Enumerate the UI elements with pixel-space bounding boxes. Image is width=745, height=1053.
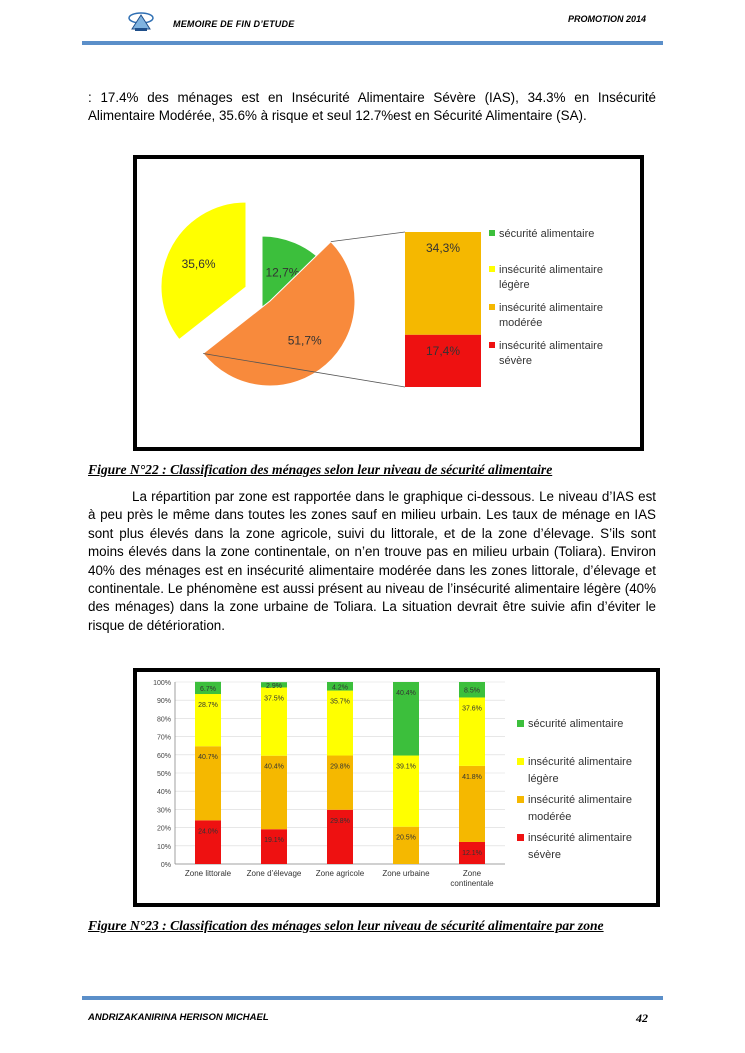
y-tick-label: 40% [156,789,171,797]
legend-swatch-insecurite-alimentaire-moderee [489,304,495,310]
legend-label-insecurite-alimentaire-moderee: insécurité alimentaire modérée [499,302,603,329]
paragraph-2: La répartition par zone est rapportée dans le graphique ci-dessous. Le niveau d’IAS est à peu près le même dans toutes les zones sauf en milieu urbain. Les taux de ménage en IAS sont plus élevés dans la zone agricole, suivi du littorale, et de la zone d’élevage. S’ils sont moins élevés dans la zone continentale, on n’en trouve pas en milieu urbain (Toliara). Environ 40% des ménages est en insécurité alimentaire modérée dans les zones littorale, d’élevage et continentale. Le phénomène est aussi présent au niveau de l’insécurité alimentaire légère (40% des ménages) dans la zone urbaine de Toliara. La situation devrait être suivie afin d’éviter le risque de détérioration. [88,489,656,633]
breakdown-label-insecurite-alimentaire-moderee: 34,3% [425,241,461,255]
legend-swatch-insecurite-alimentaire-severe [517,834,524,841]
legend-label-insecurite-alimentaire-legere: insécurité alimentaire légère [528,756,632,785]
legend-label-securite-alimentaire: sécurité alimentaire [528,718,624,730]
bar-segment-insecurite-alimentaire-moderee [393,827,419,864]
stacked-bar-chart [137,672,656,903]
header-title: MEMOIRE DE FIN D’ETUDE [173,19,295,29]
legend-label-securite-alimentaire: sécurité alimentaire [499,228,595,240]
bar-data-label: 41.8% [462,773,482,781]
connector-line-top [331,232,405,242]
bar-segment-insecurite-alimentaire-severe [261,829,287,864]
pie-label-securite-alimentaire: 12,7% [265,265,300,280]
legend-label-insecurite-alimentaire-moderee: insécurité alimentaire modérée [528,794,632,823]
y-tick-label: 30% [156,807,171,815]
figure-23-caption: Figure N°23 : Classification des ménages selon leur niveau de sécurité alimentaire par zone [88,918,604,933]
figure-22-chart [133,155,644,451]
bar-data-label: 37.5% [264,695,284,703]
bar-data-label: 8.5% [464,687,480,695]
pie-label-insecurite-alimentaire-moderee-severe: 51,7% [287,333,322,348]
bar-data-label: 19.1% [264,837,284,845]
logo-icon [126,9,156,33]
y-tick-label: 80% [156,716,171,724]
header-promotion: PROMOTION 2014 [568,14,647,24]
bar-data-label: 37.6% [462,705,482,713]
page-number: 42 [636,1011,648,1025]
bar-data-label: 39.1% [396,763,416,771]
footer-rule [82,996,663,1000]
pie-label-insecurite-alimentaire-legere: 35,6% [181,256,216,271]
bar-data-label: 20.5% [396,834,416,842]
bar-data-label: 24.0% [198,828,218,836]
y-tick-label: 20% [156,825,171,833]
bar-data-label: 29.8% [330,817,350,825]
x-tick-label: Zone littorale [184,869,232,878]
y-tick-label: 90% [156,698,171,706]
y-tick-label: 10% [156,843,171,851]
legend-swatch-securite-alimentaire [517,720,524,727]
legend-swatch-insecurite-alimentaire-legere [517,758,524,765]
legend-swatch-insecurite-alimentaire-moderee [517,796,524,803]
bar-data-label: 4.2% [332,684,348,692]
breakdown-label-insecurite-alimentaire-severe: 17,4% [425,343,461,358]
header-rule [82,41,663,45]
bar-data-label: 40.4% [264,763,284,771]
bar-data-label: 29.8% [330,763,350,771]
legend-label-insecurite-alimentaire-severe: insécurité alimentaire sévère [499,340,603,367]
bar-data-label: 40.7% [198,754,218,762]
legend-label-insecurite-alimentaire-legere: insécurité alimentaire légère [499,264,603,291]
bar-data-label: 35.7% [330,698,350,706]
pie-chart [137,159,640,447]
y-tick-label: 50% [156,771,171,778]
legend-label-insecurite-alimentaire-severe: insécurité alimentaire sévère [528,832,632,861]
figure-22-caption: Figure N°22 : Classification des ménages selon leur niveau de sécurité alimentaire [88,462,553,477]
legend-swatch-securite-alimentaire [489,230,495,236]
figure-23-chart [133,668,660,907]
paragraph-1: : 17.4% des ménages est en Insécurité Alimentaire Sévère (IAS), 34.3% en Insécurité Alimentaire Modérée, 35.6% à risque et seul 12.7%est en Sécurité Alimentaire (SA). [88,90,656,124]
bar-data-label: 6.7% [200,685,216,693]
legend-swatch-insecurite-alimentaire-severe [489,342,495,348]
y-tick-label: 70% [156,734,171,742]
breakdown-bar-insecurite-alimentaire-severe [405,335,481,387]
bar-data-label: 28.7% [198,702,218,710]
bar-data-label: 40.4% [396,690,416,697]
footer-author: ANDRIZAKANIRINA HERISON MICHAEL [88,1012,269,1023]
bar-data-label: 12.1% [462,849,482,857]
x-tick-label: Zone d’élevage [246,869,302,878]
x-tick-label: Zone urbaine [382,869,430,878]
bar-data-label: 2.9% [266,682,282,690]
y-tick-label: 0% [160,862,171,869]
bar-segment-insecurite-alimentaire-severe [195,820,221,864]
legend-swatch-insecurite-alimentaire-legere [489,266,495,272]
y-tick-label: 60% [156,752,171,760]
y-tick-label: 100% [153,680,171,687]
x-tick-label: Zone agricole [315,869,365,878]
x-tick-label: Zone continentale [450,869,494,888]
